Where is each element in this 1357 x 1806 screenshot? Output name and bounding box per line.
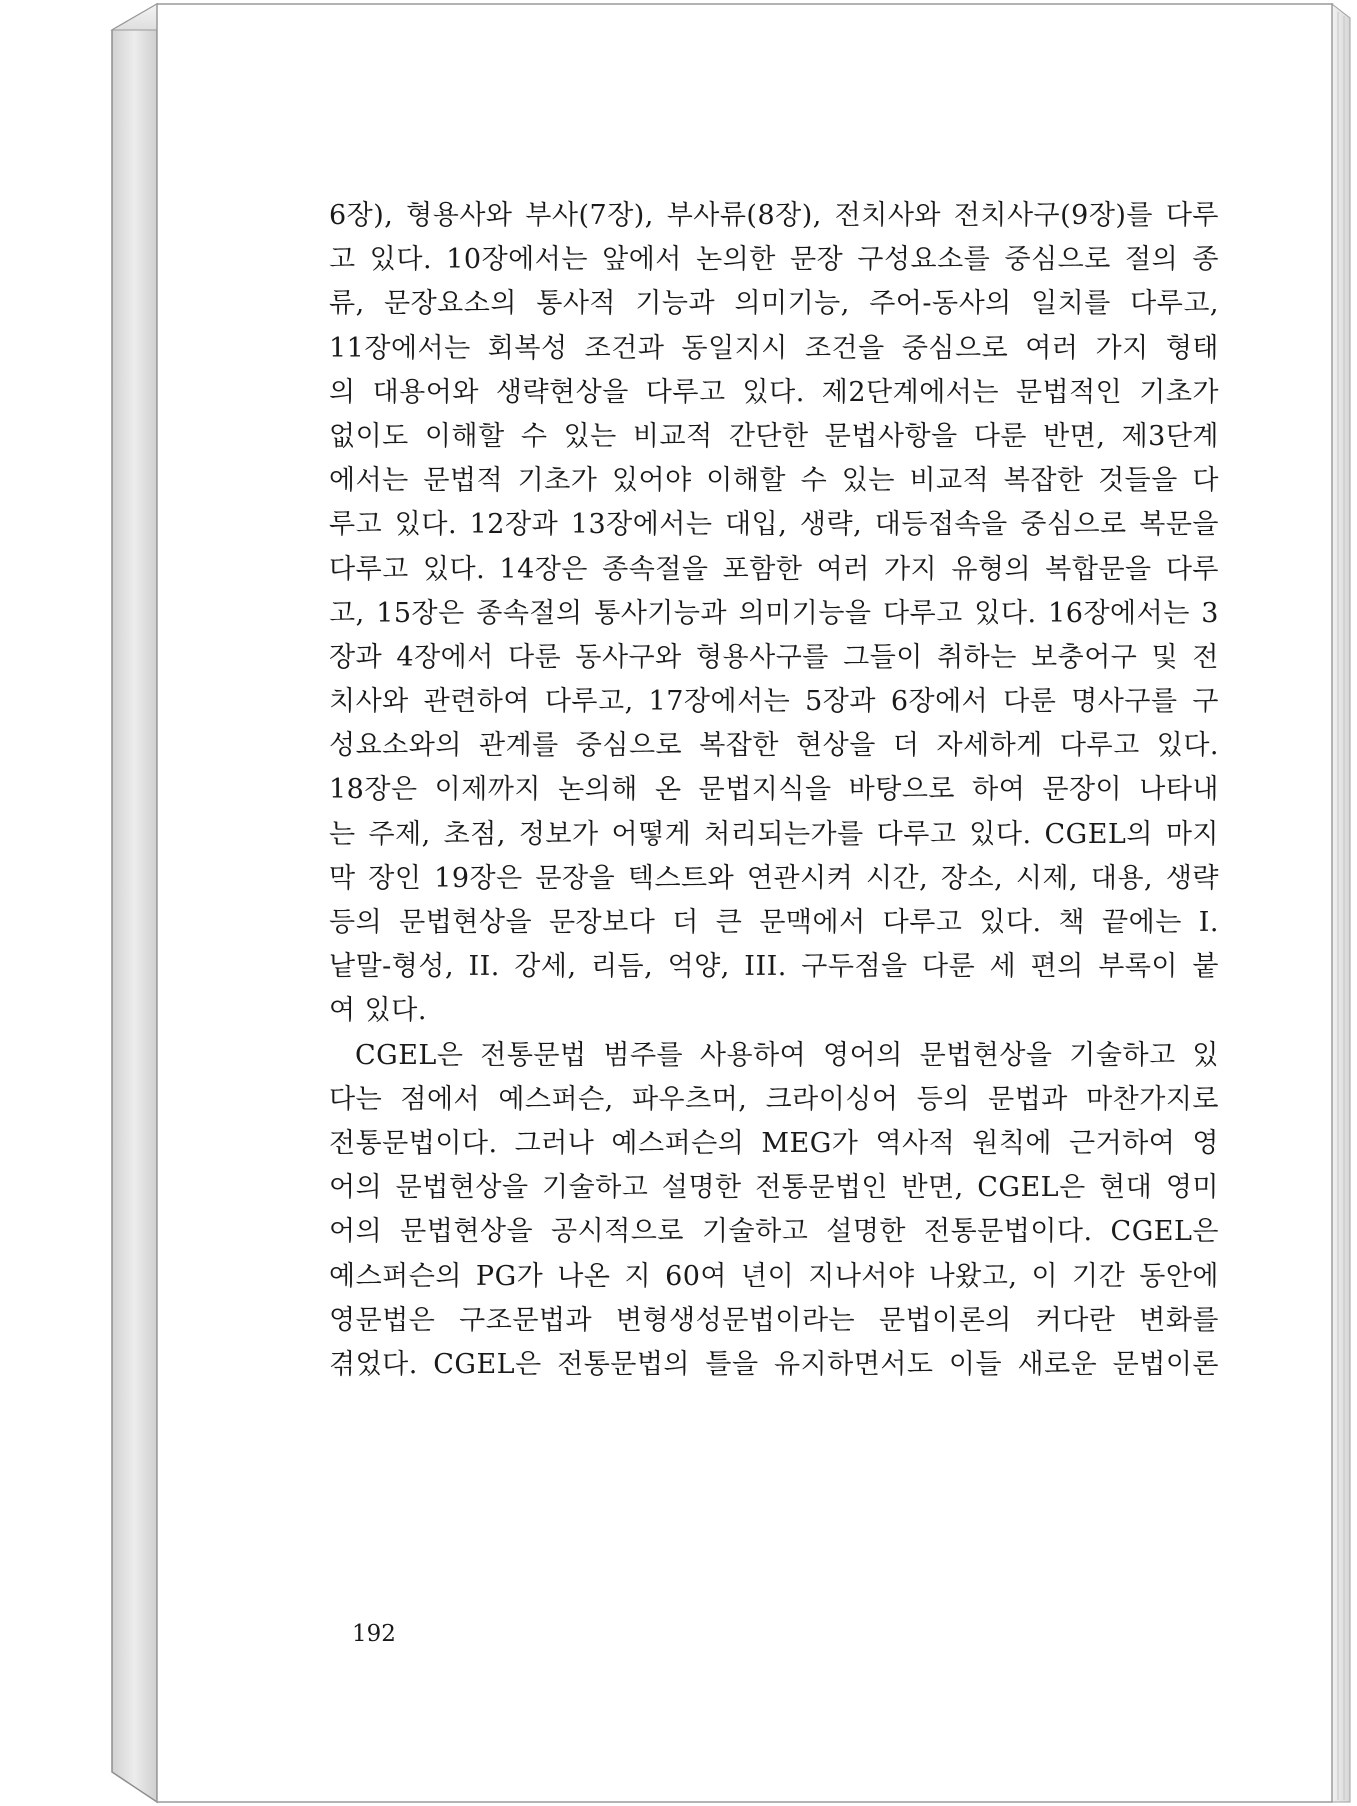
text-line: 성요소와의 관계를 중심으로 복잡한 현상을 더 자세하게 다루고 있다. bbox=[329, 730, 1219, 762]
page-number: 192 bbox=[352, 1621, 396, 1647]
text-line: 예스퍼슨의 PG가 나온 지 60여 년이 지나서야 나왔고, 이 기간 동안에 bbox=[329, 1260, 1219, 1292]
text-line: 등의 문법현상을 문장보다 더 큰 문맥에서 다루고 있다. 책 끝에는 I. bbox=[329, 907, 1219, 938]
text-line: 다루고 있다. 14장은 종속절을 포함한 여러 가지 유형의 복합문을 다루 bbox=[329, 553, 1219, 585]
text-line: CGEL은 전통문법 범주를 사용하여 영어의 문법현상을 기술하고 있 bbox=[355, 1039, 1219, 1071]
text-line: 다는 점에서 예스퍼슨, 파우츠머, 크라이싱어 등의 문법과 마찬가지로 bbox=[329, 1083, 1219, 1115]
text-line: 겪었다. CGEL은 전통문법의 틀을 유지하면서도 이들 새로운 문법이론 bbox=[329, 1348, 1219, 1380]
text-line: 여 있다. bbox=[329, 995, 427, 1027]
text-line: 없이도 이해할 수 있는 비교적 간단한 문법사항을 다룬 반면, 제3단계 bbox=[329, 420, 1219, 452]
text-line: 류, 문장요소의 통사적 기능과 의미기능, 주어-동사의 일치를 다루고, bbox=[329, 288, 1219, 320]
text-line: 어의 문법현상을 공시적으로 기술하고 설명한 전통문법이다. CGEL은 bbox=[329, 1216, 1219, 1248]
text-line: 치사와 관련하여 다루고, 17장에서는 5장과 6장에서 다룬 명사구를 구 bbox=[329, 686, 1219, 718]
text-line: 18장은 이제까지 논의해 온 문법지식을 바탕으로 하여 문장이 나타내 bbox=[329, 774, 1219, 806]
text-line: 낱말-형성, II. 강세, 리듬, 억양, III. 구두점을 다룬 세 편의 부록이 붙 bbox=[329, 951, 1219, 983]
text-line: 막 장인 19장은 문장을 텍스트와 연관시켜 시간, 장소, 시제, 대용, 생략 bbox=[329, 862, 1219, 894]
text-line: 6장), 형용사와 부사(7장), 부사류(8장), 전치사와 전치사구(9장)를 다루 bbox=[329, 200, 1219, 231]
text-line: 루고 있다. 12장과 13장에서는 대입, 생략, 대등접속을 중심으로 복문을 bbox=[329, 509, 1219, 541]
text-line: 장과 4장에서 다룬 동사구와 형용사구를 그들이 취하는 보충어구 및 전 bbox=[329, 641, 1219, 673]
text-line: 11장에서는 회복성 조건과 동일지시 조건을 중심으로 여러 가지 형태 bbox=[329, 332, 1219, 364]
text-line: 영문법은 구조문법과 변형생성문법이라는 문법이론의 커다란 변화를 bbox=[329, 1304, 1219, 1336]
body-text bbox=[329, 194, 1219, 1387]
text-line: 고 있다. 10장에서는 앞에서 논의한 문장 구성요소를 중심으로 절의 종 bbox=[329, 244, 1219, 276]
text-line: 의 대용어와 생략현상을 다루고 있다. 제2단계에서는 문법적인 기초가 bbox=[329, 376, 1219, 408]
text-line: 에서는 문법적 기초가 있어야 이해할 수 있는 비교적 복잡한 것들을 다 bbox=[329, 465, 1219, 497]
text-line: 고, 15장은 종속절의 통사기능과 의미기능을 다루고 있다. 16장에서는 3 bbox=[329, 597, 1219, 629]
text-line: 전통문법이다. 그러나 예스퍼슨의 MEG가 역사적 원칙에 근거하여 영 bbox=[329, 1127, 1219, 1159]
text-line: 어의 문법현상을 기술하고 설명한 전통문법인 반면, CGEL은 현대 영미 bbox=[329, 1172, 1219, 1204]
text-line: 는 주제, 초점, 정보가 어떻게 처리되는가를 다루고 있다. CGEL의 마지 bbox=[329, 818, 1219, 850]
